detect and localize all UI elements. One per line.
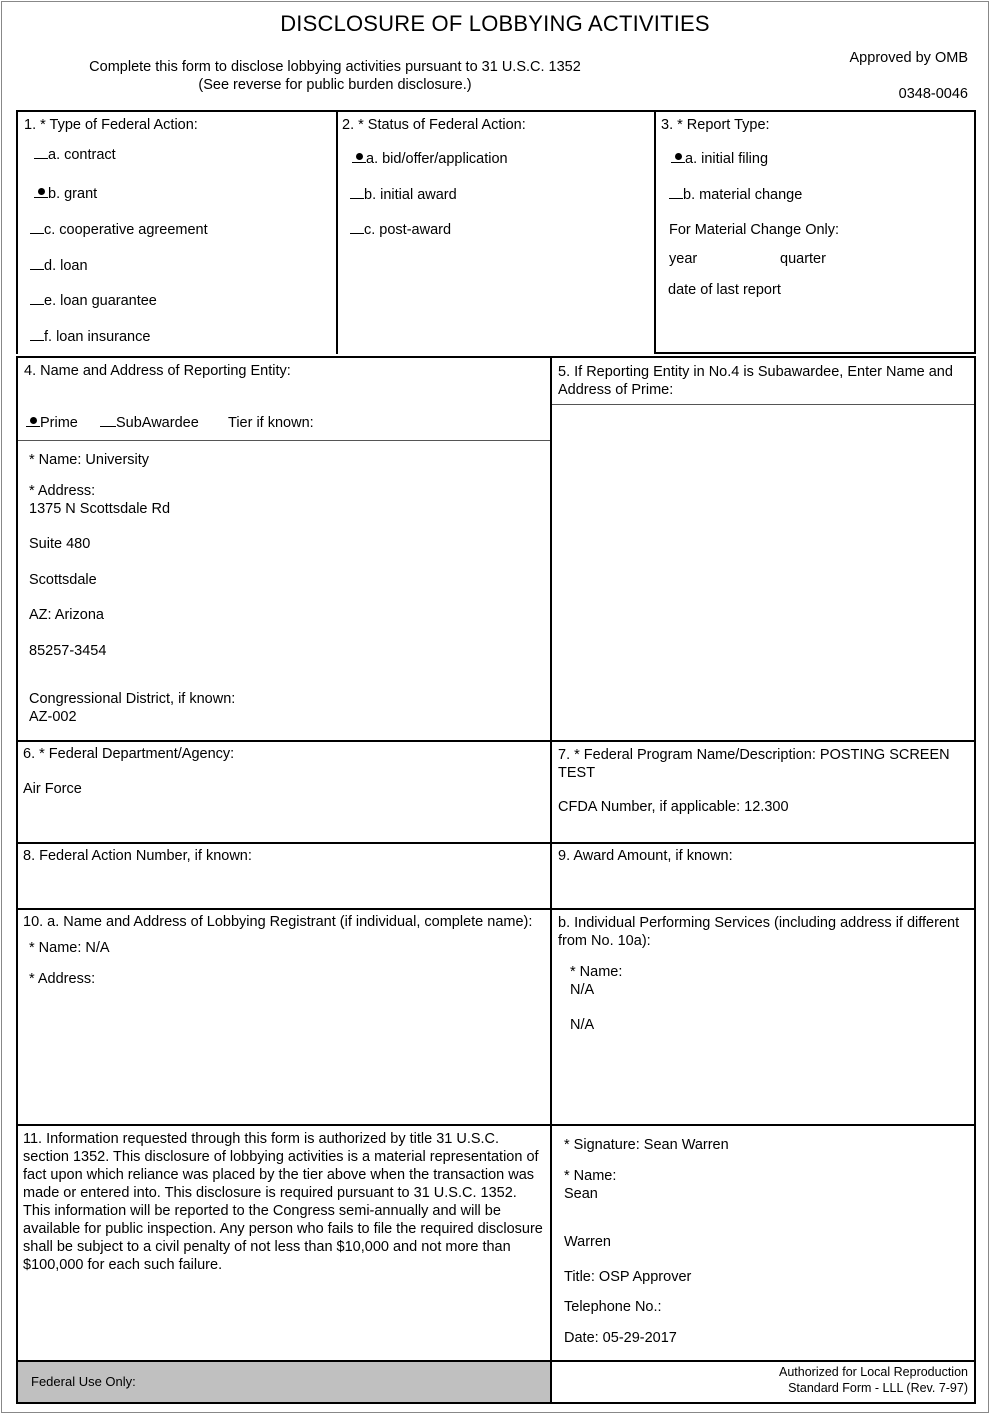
individual-address-value: N/A	[570, 1017, 595, 1033]
action-option-loan-guarantee[interactable]: e. loan guarantee	[30, 293, 157, 309]
authorized-reproduction: Authorized for Local Reproduction	[778, 1365, 968, 1379]
radio-mark-selected	[34, 186, 48, 198]
registrant-name: * Name: N/A	[29, 940, 110, 956]
radio-mark	[100, 415, 116, 427]
individual-name-value: N/A	[570, 982, 595, 998]
section-5-heading: 5. If Reporting Entity in No.4 is Subawardee, Enter Name and Address of Prime:	[558, 364, 953, 398]
address-state: AZ: Arizona	[29, 607, 104, 623]
year-label: year	[669, 251, 698, 267]
status-option-bid-offer[interactable]: a. bid/offer/application	[352, 151, 508, 167]
material-change-label: For Material Change Only:	[669, 222, 840, 238]
signature-box	[550, 1124, 976, 1362]
signer-name-label: * Name:	[564, 1168, 617, 1184]
address-street: 1375 N Scottsdale Rd	[29, 501, 171, 517]
district-value: AZ-002	[29, 709, 77, 725]
signer-title: Title: OSP Approver	[564, 1269, 692, 1285]
section-1-heading: 1. * Type of Federal Action:	[24, 117, 198, 133]
section-4-heading: 4. Name and Address of Reporting Entity:	[24, 363, 291, 379]
quarter-label: quarter	[780, 251, 826, 267]
individual-name-label: * Name:	[570, 964, 623, 980]
report-option-initial-filing[interactable]: a. initial filing	[671, 151, 768, 167]
section-9-heading: 9. Award Amount, if known:	[558, 848, 733, 864]
registrant-address-label: * Address:	[29, 971, 96, 987]
entity-address-label: * Address:	[29, 483, 96, 499]
subtitle-line-2: (See reverse for public burden disclosure.)	[198, 77, 472, 93]
omb-number: 0348-0046	[898, 86, 968, 102]
radio-mark	[30, 258, 44, 270]
radio-mark-selected	[352, 151, 366, 163]
section-3-heading: 3. * Report Type:	[661, 117, 770, 133]
address-city: Scottsdale	[29, 572, 97, 588]
section-7-heading: 7. * Federal Program Name/Description: POSTING SCREEN TEST	[558, 747, 950, 781]
section-10b-heading: b. Individual Performing Services (including address if different from No. 10a):	[558, 915, 960, 949]
section-2-heading: 2. * Status of Federal Action:	[342, 117, 526, 133]
address-suite: Suite 480	[29, 536, 91, 552]
signer-telephone: Telephone No.:	[564, 1299, 662, 1315]
entity-option-prime[interactable]: Prime	[26, 415, 78, 431]
district-label: Congressional District, if known:	[29, 691, 236, 707]
signer-last-name: Warren	[564, 1234, 611, 1250]
standard-form-label: Standard Form - LLL (Rev. 7-97)	[788, 1381, 968, 1395]
section-11-text: 11. Information requested through this form is authorized by title 31 U.S.C. section 1352. This disclosure of lobbying activities is a material representation of fact upon which reliance was placed by the tier above when the transaction was made or entered into. This disclosure is required pursuant to 31 U.S.C. 1352. This information will be reported to the Congress semi-annually and will be available for public inspection. Any person who fails to file the required disclosure shall be subject to a civil penalty of not less than $10,000 and not more than $100,000 for each such failure.	[23, 1131, 543, 1273]
signature-date: Date: 05-29-2017	[564, 1330, 677, 1346]
action-option-contract[interactable]: a. contract	[34, 147, 116, 163]
action-option-cooperative-agreement[interactable]: c. cooperative agreement	[30, 222, 208, 238]
section-5-divider	[552, 404, 974, 405]
radio-mark	[34, 147, 48, 159]
cfda-number: CFDA Number, if applicable: 12.300	[558, 799, 789, 815]
agency-value: Air Force	[23, 781, 82, 797]
last-report-label: date of last report	[668, 282, 781, 298]
radio-mark	[30, 329, 44, 341]
federal-use-label: Federal Use Only:	[31, 1374, 136, 1389]
radio-mark-selected	[26, 415, 40, 427]
subtitle-line-1: Complete this form to disclose lobbying activities pursuant to 31 U.S.C. 1352	[89, 59, 581, 75]
action-option-grant[interactable]: b. grant	[34, 186, 97, 202]
signer-first-name: Sean	[564, 1186, 598, 1202]
form-title: DISCLOSURE OF LOBBYING ACTIVITIES	[280, 11, 710, 36]
address-zip: 85257-3454	[29, 643, 107, 659]
radio-mark-selected	[671, 151, 685, 163]
omb-approval-label: Approved by OMB	[849, 50, 968, 66]
radio-mark	[30, 293, 44, 305]
status-option-initial-award[interactable]: b. initial award	[350, 187, 457, 203]
section-8-heading: 8. Federal Action Number, if known:	[23, 848, 252, 864]
section-10a-heading: 10. a. Name and Address of Lobbying Registrant (if individual, complete name):	[23, 914, 533, 930]
tier-label: Tier if known:	[228, 415, 314, 431]
form-subtitle	[0, 58, 670, 94]
entity-name: * Name: University	[29, 452, 150, 468]
radio-mark	[669, 187, 683, 199]
section-5-box	[550, 356, 976, 742]
radio-mark	[350, 222, 364, 234]
entity-option-subawardee[interactable]: SubAwardee	[100, 415, 199, 431]
status-option-post-award[interactable]: c. post-award	[350, 222, 451, 238]
action-option-loan-insurance[interactable]: f. loan insurance	[30, 329, 150, 345]
section-4-divider	[18, 440, 550, 441]
radio-mark	[350, 187, 364, 199]
radio-mark	[30, 222, 44, 234]
signature-line: * Signature: Sean Warren	[564, 1137, 729, 1153]
section-4-box	[16, 356, 552, 742]
section-6-heading: 6. * Federal Department/Agency:	[23, 746, 235, 762]
action-option-loan[interactable]: d. loan	[30, 258, 88, 274]
report-option-material-change[interactable]: b. material change	[669, 187, 802, 203]
